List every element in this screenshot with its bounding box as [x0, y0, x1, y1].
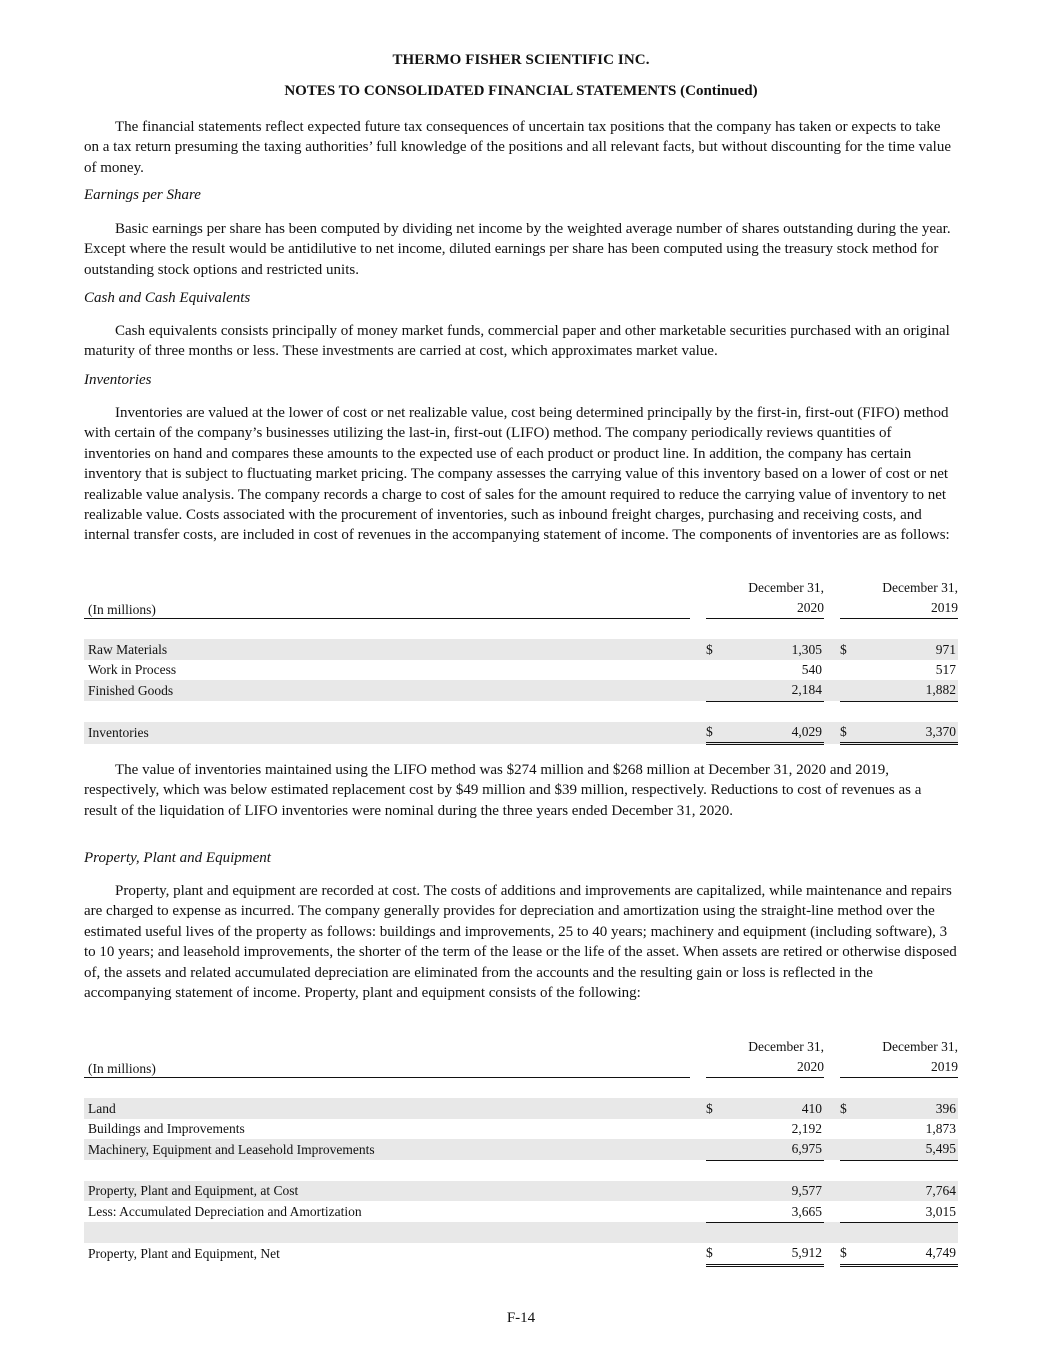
table-total-row	[84, 722, 958, 744]
cash-heading: Cash and Cash Equivalents	[84, 290, 251, 306]
value-2020: 1,305	[722, 639, 824, 659]
dollar-sign: $	[840, 1243, 856, 1265]
table-subtotal-row	[84, 1181, 958, 1201]
table-row	[84, 1139, 958, 1160]
dollar-sign: $	[840, 639, 856, 659]
row-label: Less: Accumulated Depreciation and Amortization	[88, 1203, 362, 1219]
units-label: (In millions)	[84, 1037, 690, 1078]
dollar-sign	[706, 1119, 722, 1139]
value-2020: 9,577	[722, 1181, 824, 1201]
column-header-2019	[840, 578, 958, 619]
dollar-sign	[706, 1201, 722, 1222]
value-2020: 3,665	[722, 1201, 824, 1222]
value-2020: 5,912	[722, 1243, 824, 1265]
row-label: Work in Process	[88, 661, 177, 677]
table-row	[84, 639, 958, 659]
row-label: Property, Plant and Equipment, at Cost	[84, 1181, 690, 1201]
value-2019: 7,764	[856, 1181, 958, 1201]
page-number: F-14	[506, 1310, 536, 1326]
inventory-table	[84, 578, 958, 745]
value-2019: 1,882	[856, 680, 958, 701]
value-2020: 540	[801, 661, 822, 677]
column-header-year: 2019	[931, 600, 958, 615]
dollar-sign	[706, 680, 722, 701]
dollar-sign: $	[840, 722, 856, 744]
dollar-sign	[706, 660, 722, 680]
row-label: Buildings and Improvements	[88, 1120, 245, 1136]
table-row	[84, 680, 958, 701]
dollar-sign	[706, 1139, 722, 1160]
column-header-year: 2020	[797, 1059, 824, 1074]
column-header-line: December 31,	[748, 1039, 824, 1054]
eps-paragraph: Basic earnings per share has been computed by dividing net income by the weighted average number of shares outstanding during the year. Except where the result would be antidilutive to net income, diluted earnings per share has been computed using the treasury stock method for outstanding stock options and restricted units.	[84, 221, 951, 278]
table-row	[84, 1098, 958, 1118]
column-header-year: 2020	[797, 600, 824, 615]
company-name: THERMO FISHER SCIENTIFIC INC.	[392, 52, 650, 68]
value-2020: 6,975	[722, 1139, 824, 1160]
eps-heading: Earnings per Share	[84, 187, 201, 203]
column-header-2020	[706, 1037, 824, 1078]
value-2019: 396	[856, 1098, 958, 1118]
value-2020: 2,184	[722, 680, 824, 701]
table-total-row	[84, 1243, 958, 1265]
ppe-paragraph: Property, plant and equipment are recorded at cost. The costs of additions and improvements are capitalized, while maintenance and repairs are charged to expense as incurred. The company generally provides for depreciation and amortization using the straight-line method over the estimated useful lives of the property as follows: buildings and improvements, 25 to 40 years; machinery and equipment (including software), 3 to 10 years; and leasehold improvements, the shorter of the term of the lease or the life of the asset. When assets are retired or otherwise disposed of, the assets and related accumulated depreciation are eliminated from the accounts and the resulting gain or loss is reflected in the accompanying statement of income. Property, plant and equipment consists of the following:	[84, 883, 957, 1002]
table-row	[84, 1201, 958, 1222]
units-label: (In millions)	[84, 578, 690, 619]
row-label: Land	[84, 1098, 690, 1118]
inventories-heading: Inventories	[84, 372, 152, 388]
value-2019: 3,015	[856, 1201, 958, 1222]
table-row	[84, 1119, 958, 1139]
value-2020: 410	[722, 1098, 824, 1118]
row-label: Inventories	[84, 722, 690, 744]
dollar-sign: $	[706, 639, 722, 659]
lifo-paragraph: The value of inventories maintained using the LIFO method was $274 million and $268 million at December 31, 2020 and 2019, respectively, which was below estimated replacement cost by $49 million and $39 million, respectively. Reductions to cost of revenues as a result of the liquidation of LIFO inventories were nominal during the three years ended December 31, 2020.	[84, 762, 922, 819]
row-label: Property, Plant and Equipment, Net	[88, 1246, 280, 1262]
column-header-line: December 31,	[748, 580, 824, 595]
column-header-year: 2019	[931, 1059, 958, 1074]
value-2019: 3,370	[856, 722, 958, 744]
dollar-sign	[840, 680, 856, 701]
dollar-sign: $	[706, 1098, 722, 1118]
notes-title: NOTES TO CONSOLIDATED FINANCIAL STATEMENTS (Continued)	[284, 83, 758, 99]
table-header-row	[84, 1037, 958, 1078]
uncertain-tax-paragraph: The financial statements reflect expected future tax consequences of uncertain tax positions that the company has taken or expects to take on a tax return presuming the taxing authorities’ full knowledge of the positions and all relevant facts, but without discounting for the time value of money.	[84, 119, 952, 176]
dollar-sign	[840, 1139, 856, 1160]
column-header-line: December 31,	[882, 580, 958, 595]
column-header-line: December 31,	[882, 1039, 958, 1054]
column-header-2020	[706, 578, 824, 619]
row-label: Finished Goods	[84, 680, 690, 701]
value-2019: 517	[935, 661, 956, 677]
value-2019: 5,495	[856, 1139, 958, 1160]
table-header-row	[84, 578, 958, 619]
column-header-2019	[840, 1037, 958, 1078]
row-label: Raw Materials	[84, 639, 690, 659]
dollar-sign	[840, 660, 856, 680]
cash-paragraph: Cash equivalents consists principally of money market funds, commercial paper and other marketable securities purchased with an original maturity of three months or less. These investments are carried at cost, which approximates market value.	[84, 323, 950, 360]
dollar-sign	[840, 1181, 856, 1201]
dollar-sign: $	[706, 1243, 722, 1265]
ppe-table	[84, 1037, 958, 1267]
row-label: Machinery, Equipment and Leasehold Improvements	[84, 1139, 690, 1160]
value-2020: 4,029	[722, 722, 824, 744]
table-row	[84, 660, 958, 680]
value-2019: 971	[856, 639, 958, 659]
inventories-paragraph: Inventories are valued at the lower of cost or net realizable value, cost being determined principally by the first-in, first-out (FIFO) method with certain of the company’s businesses utilizing the last-in, first-out (LIFO) method. The company periodically reviews quantities of inventories on hand and compares these amounts to the expected use of each product or product line. In addition, the company has certain inventory that is subject to fluctuating market pricing. The company assesses the carrying value of this inventory based on a lower of cost or net realizable value analysis. The company records a charge to cost of sales for the amount required to reduce the carrying value of inventory to net realizable value. Costs associated with the procurement of inventories, such as inbound freight charges, purchasing and receiving costs, and internal transfer costs, are included in cost of revenues in the accompanying statement of income. The components of inventories are as follows:	[84, 405, 950, 544]
dollar-sign: $	[706, 722, 722, 744]
value-2020: 2,192	[791, 1120, 822, 1136]
value-2019: 4,749	[856, 1243, 958, 1265]
dollar-sign: $	[840, 1098, 856, 1118]
dollar-sign	[840, 1201, 856, 1222]
dollar-sign	[706, 1181, 722, 1201]
value-2019: 1,873	[925, 1120, 956, 1136]
dollar-sign	[840, 1119, 856, 1139]
ppe-heading: Property, Plant and Equipment	[84, 850, 271, 866]
